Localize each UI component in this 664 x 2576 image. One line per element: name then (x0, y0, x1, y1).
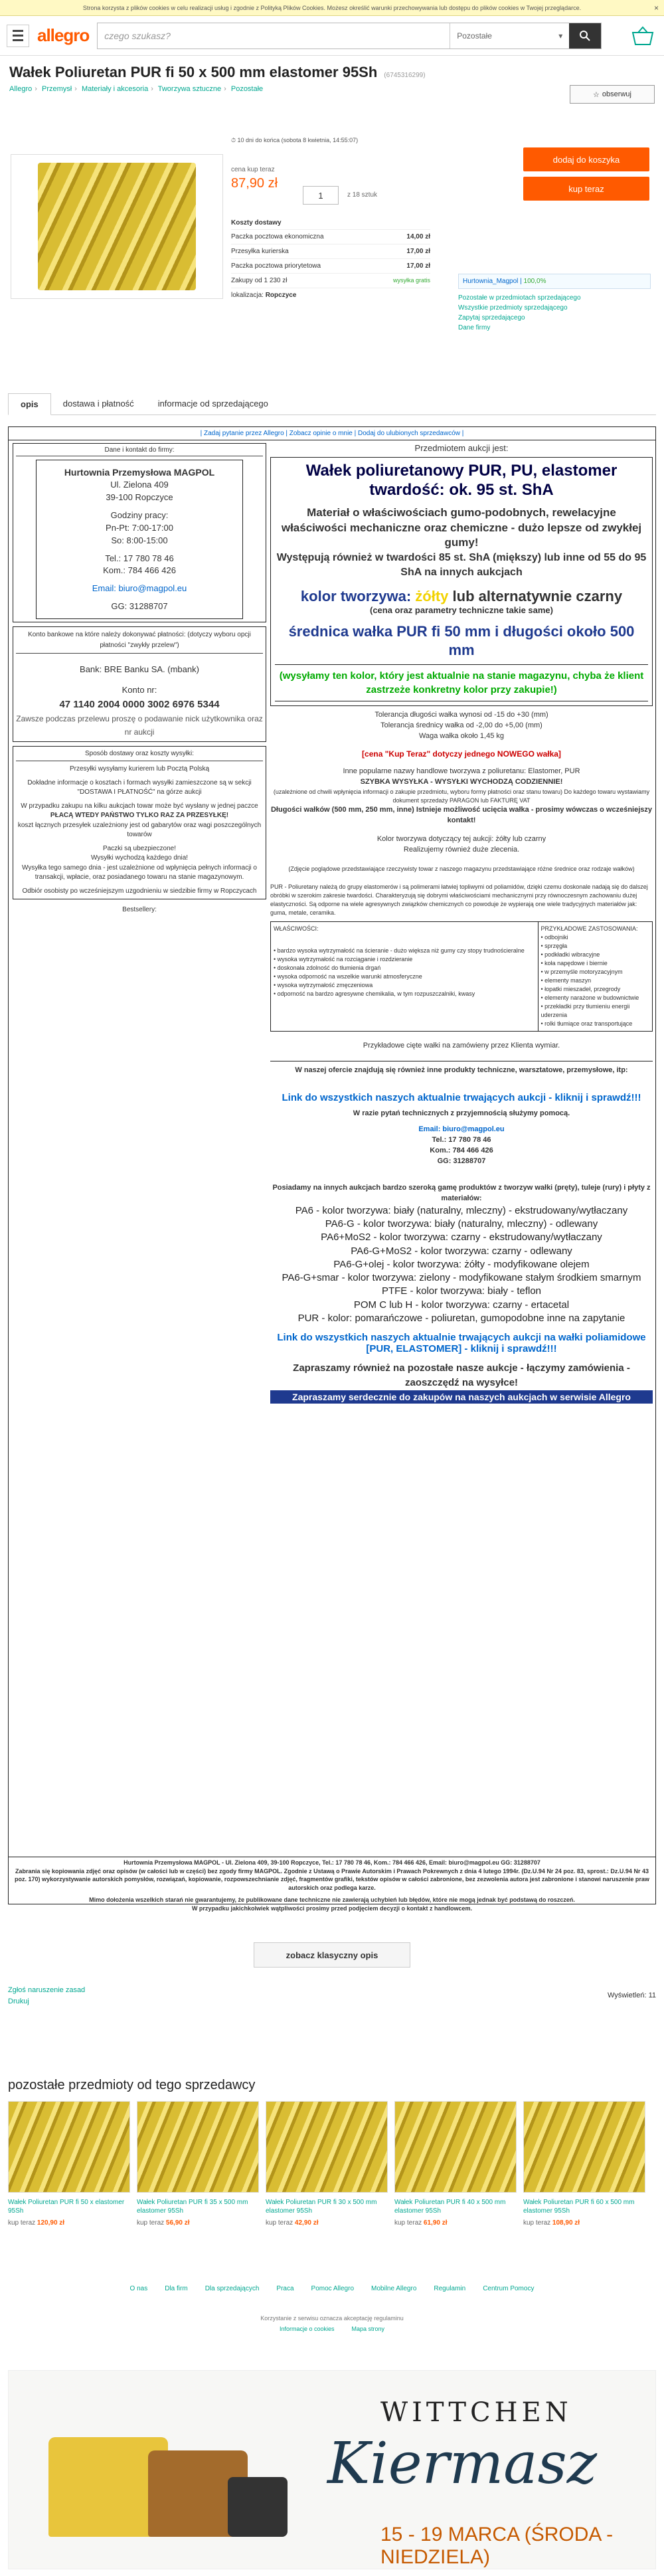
item-image[interactable] (394, 2101, 517, 2193)
report-links (8, 1985, 85, 2007)
footer-link[interactable]: Regulamin (434, 2285, 466, 2292)
footer-terms: Korzystanie z serwisu oznacza akceptację regulaminu (260, 2315, 404, 2322)
seller-link[interactable]: Dane firmy (458, 324, 491, 331)
footer-link[interactable]: Dla firm (165, 2285, 188, 2292)
tab-seller-info[interactable]: informacje od sprzedającego (157, 399, 268, 409)
shipping-row: Zakupy od 1 230 zł wysyłka gratis (231, 273, 430, 288)
breadcrumb-item[interactable]: Tworzywa sztuczne (157, 85, 222, 93)
buy-box (231, 154, 649, 201)
seller-name[interactable]: Hurtownia_Magpol (463, 278, 519, 285)
description-left-column (13, 443, 266, 920)
shipping-title: Koszty dostawy (231, 219, 282, 227)
search-button[interactable] (569, 23, 601, 48)
item-card[interactable]: Wałek Poliuretan PUR fi 50 x elastomer 95Sh kup teraz 120,90 zł (8, 2101, 130, 2227)
materials-list: PA6 - kolor tworzywa: biały (naturalny, mleczny) - ekstrudowany/wytłaczany PA6-G - kolor tworzywa: biały (naturalny, mleczny) - odlewany PA6+MoS2 - kolor tworzywa: czarny - ekstrudowany/wytłaczany PA6-G+MoS2 - kolor tworzywa: czarny - odlewany PA6-G+olej - kolor tworzywa: żółty - modyfikowane olejem PA6-G+smar - kolor tworzywa: zielony - modyfikowane stałym środkiem smarnym PTFE - kolor tworzywa: biały - teflon POM C lub H - kolor tworzywa: czarny - ertacetal PUR - kolor: pomarańczowe - poliuretan, gumopodobne inne na zapytanie (282, 1204, 641, 1324)
close-icon[interactable]: × (653, 3, 659, 13)
seller-link[interactable]: Zapytaj sprzedającego (458, 314, 525, 322)
item-card[interactable]: Wałek Poliuretan PUR fi 35 x 500 mm elastomer 95Sh kup teraz 56,90 zł (137, 2101, 259, 2227)
footer-link[interactable]: Dla sprzedających (205, 2285, 260, 2292)
bestsellers: Bestsellery: (122, 906, 157, 914)
footer-link[interactable]: Mapa strony (351, 2326, 385, 2332)
breadcrumb: Allegro › Przemysł › Materiały i akcesoria › Tworzywa sztuczne › Pozostałe (9, 85, 264, 93)
tab-description[interactable]: opis (8, 393, 51, 415)
menu-icon[interactable] (7, 25, 29, 47)
offer-title: Wałek Poliuretan PUR fi 50 x 500 mm elastomer 95Sh (9, 64, 378, 80)
search-input[interactable]: czego szukasz? (104, 30, 171, 41)
watch-button[interactable] (570, 85, 655, 104)
ad-banner[interactable] (8, 2370, 656, 2569)
properties-table: WŁAŚCIWOŚCI: • bardzo wysoka wytrzymałość na ścieranie - dużo większa niż gumy czy stopy trudnościeralne • wysoka wytrzymałość na rozciąganie i rozdzieranie • doskonała zdolność do tłumienia drgań • wysoka odporność na wszelkie warunki atmosferyczne • wysoka wytrzymałość zmęczeniowa • odporność na bardzo agresywne chemikalia, w tym rozpuszczalniki, kwasy PRZYKŁADOWE ZASTOSOWANIA: • odbojniki • sprzęgła • podkładki wibracyjne • koła napędowe i biernie • w przemyśle motoryzacyjnym • elementy maszyn • łopatki mieszadeł, przegrody • elementy narażone w budownictwie • przekładki przy tłumieniu energii uderzenia • rolki tłumiące oraz transportujące (270, 921, 653, 1032)
star-icon: ☆ (593, 90, 600, 99)
footer-link[interactable]: Pomoc Allegro (311, 2285, 355, 2292)
product-image[interactable] (11, 154, 223, 299)
breadcrumb-item[interactable]: Allegro (9, 85, 33, 93)
description-links[interactable]: | Zadaj pytanie przez Allegro | Zobacz opinie o mnie | Dodaj do ulubionych sprzedawców | (9, 427, 655, 440)
price-label: cena kup teraz (231, 166, 275, 173)
breadcrumb-item[interactable]: Przemysł (41, 85, 72, 93)
cookie-text: Strona korzysta z plików cookies w celu realizacji usług i zgodnie z Polityką Plików Cookies. Możesz określić warunki przechowywania lub dostępu do plików cookies w Twojej przeglądarce. (82, 5, 582, 11)
footer-link[interactable]: Centrum Pomocy (483, 2285, 535, 2292)
shipping-row: Paczka pocztowa ekonomiczna 14,00 zł (231, 229, 430, 244)
item-card[interactable]: Wałek Poliuretan PUR fi 30 x 500 mm elastomer 95Sh kup teraz 42,90 zł (266, 2101, 388, 2227)
item-image[interactable] (266, 2101, 388, 2193)
email-link[interactable]: Email: biuro@magpol.eu (92, 583, 187, 594)
item-image[interactable] (8, 2101, 130, 2193)
top-bar (0, 16, 664, 56)
seller-link[interactable]: Pozostałe w przedmiotach sprzedającego (458, 294, 581, 302)
ad-title: Kiermasz (327, 2431, 598, 2497)
description-footer: Hurtownia Przemysłowa MAGPOL - Ul. Zielona 409, 39-100 Ropczyce, Tel.: 17 780 78 46, Kom.: 784 466 426, Email: biuro@magpol.eu GG: 31288707 Zabrania się kopiowania zdjęć oraz opisów (w całości lub w części) bez zgody firmy MAGPOL. Zgodnie z Ustawą o Prawie Autorskim i Prawach Pokrewnych z dnia 4 lutego 1994r. (Dz.U.94 Nr 24 poz. 83, sprost.: Dz.U.94 Nr 43 poz. 170) wykorzystywanie autorskich pomysłów, rozwiązań, kopiowanie, rozpowszechnianie zdjęć, fragmentów grafiki, tekstów opisów w całości zabronione, bez zezwolenia autora jest zabronione i stanowi naruszenie praw autorskich oraz podlega karze. Mimo dołożenia wszelkich starań nie gwarantujemy, że publikowane dane techniczne nie zawierają uchybień lub błędów, które nie mogą jednak być podstawą do roszczeń. W przypadku jakichkolwiek wątpliwości prosimy przed podjęciem decyzji o kontakt z handlowcem. (9, 1857, 655, 1914)
item-card[interactable]: Wałek Poliuretan PUR fi 40 x 500 mm elastomer 95Sh kup teraz 61,90 zł (394, 2101, 517, 2227)
add-to-cart-button[interactable]: dodaj do koszyka (523, 147, 649, 171)
ad-brand: WITTCHEN (380, 2397, 572, 2428)
description-right-column: Przedmiotem aukcji jest: Wałek poliuretanowy PUR, PU, elastomer twardość: ok. 95 st. ShA Materiał o właściwościach gumo-podobnych, rewelacyjne właściwości mechaniczne oraz chemiczne - dużo lepsze od zwykłej gumy! Występują również w twardości 85 st. ShA (miększy) lub inne od 55 do 95 ShA na innych aukcjach kolor tworzywa: żółty lub alternatywnie czarny (cena oraz parametry techniczne takie same) średnica wałka PUR fi 50 mm i długości około 500 mm (wysyłamy ten kolor, który jest aktualnie na stanie magazynu, chyba że klient zastrzeże konkretny kolor przy zakupie!) Tolerancja długości wałka wynosi od -15 do +30 (mm) Tolerancja średnicy wałka od -2,00 do +5,00 (mm) Waga wałka około 1,45 kg [cena "Kup Teraz" dotyczy jednego NOWEGO wałka] Inne popularne nazwy handlowe tworzywa z poliuretanu: Elastomer, PUR SZYBKA WYSYŁKA - WYSYŁKI WYCHODZĄ CODZIENNIE! (uzależnione od chwili wpłynięcia informacji o zakupie przedmiotu, wyboru formy płatności oraz stanu towaru) Do każdego towaru wystawiamy dokument sprzedaży PARAGON lub FAKTURĘ VAT Długości wałków (500 mm, 250 mm, inne) Istnieje możliwość ucięcia wałka - prosimy wówczas o wcześniejszy kontakt! Kolor tworzywa dotyczący tej aukcji: żółty lub czarny Realizujemy również duże zlecenia. (Zdjęcie poglądowe przedstawiające rzeczywisty towar z naszego magazynu przedstawiające różne średnice oraz rodzaje wałków) PUR - Poliuretany należą do grupy elastomerów i są polimerami łatwiej topliwymi od poliamidów, dzięki czemu doskonale nadają się do dalszej obróbki w szerokim zakresie twardości. Charakteryzują się dobrymi właściwościami mechanicznymi przy równoczesnym zachowaniu dużej elastyczności. Są odporne na wiele agresywnych związków chemicznych co powoduje że wypierają one wiele tradycyjnych materiałów jak: guma, metale, ceramika. WŁAŚCIWOŚCI: • bardzo wysoka wytrzymałość na ścieranie - dużo większa niż gumy czy stopy trudnościeralne • wysoka wytrzymałość na rozciąganie i rozdzieranie • doskonała zdolność do tłumienia drgań • wysoka odporność na wszelkie warunki atmosferyczne • wysoka wytrzymałość zmęczeniowa • odporność na bardzo agresywne chemikalia, w tym rozpuszczalniki, kwasy PRZYKŁADOWE ZASTOSOWANIA: • odbojniki • sprzęgła • podkładki wibracyjne • koła napędowe i biernie • w przemyśle motoryzacyjnym • elementy maszyn • łopatki mieszadeł, przegrody • elementy narażone w budownictwie • przekładki przy tłumieniu energii uderzenia • rolki tłumiące oraz transportujące Przykładowe cięte wałki na zamówieny przez Klienta wymiar. W naszej ofercie znajdują się również inne produkty techniczne, warsztatowe, przemysłowe, itp: Link do wszystkich naszych aktualnie trwających aukcji - kliknij i sprawdź!!! W razie pytań technicznych z przyjemnością służymy pomocą. Email: biuro@magpol.eu Tel.: 17 780 78 46 Kom.: 784 466 426 GG: 31288707 Posiadamy na innych aukcjach bardzo szeroką gamę produktów z tworzyw wałki (pręty), tuleje (rury) i płyty z materiałów: PA6 - kolor tworzywa: biały (naturalny, mleczny) - ekstrudowany/wytłaczany PA6-G - kolor tworzywa: biały (naturalny, mleczny) - odlewany PA6+MoS2 - kolor tworzywa: czarny - ekstrudowany/wytłaczany PA6-G+MoS2 - kolor tworzywa: czarny - odlewany PA6-G+olej - kolor tworzywa: żółty - modyfikowane olejem PA6-G+smar - kolor tworzywa: zielony - modyfikowane stałym środkiem smarnym PTFE - kolor tworzywa: biały - teflon POM C lub H - kolor tworzywa: czarny - ertacetal PUR - kolor: pomarańczowe - poliuretan, gumopodobne inne na zapytanie Link do wszystkich naszych aktualnie trwających aukcji na wałki poliamidowe [PUR, ELASTOMER] - kliknij i sprawdź!!! Zapraszamy również na pozostałe nasze aukcje - łączymy zamówienia - zaoszczędź na wysyłce! Zapraszamy serdecznie do zakupów na naszych aukcjach w serwisie Allegro (270, 443, 653, 1404)
description-heading: Wałek poliuretanowy PUR, PU, elastomer twardość: ok. 95 st. ShA Materiał o właściwościach gumo-podobnych, rewelacyjne właściwości mechaniczne oraz chemiczne - dużo lepsze od zwykłej gumy! Występują również w twardości 85 st. ShA (miększy) lub inne od 55 do 95 ShA na innych aukcjach kolor tworzywa: żółty lub alternatywnie czarny (cena oraz parametry techniczne takie same) średnica wałka PUR fi 50 mm i długości około 500 mm (wysyłamy ten kolor, który jest aktualnie na stanie magazynu, chyba że klient zastrzeże konkretny kolor przy zakupie!) (270, 457, 653, 706)
category-label: Pozostałe (457, 31, 492, 41)
breadcrumb-item[interactable]: Materiały i akcesoria (81, 85, 149, 93)
rolls-auctions-link[interactable]: Link do wszystkich naszych aktualnie trwających aukcji na wałki poliamidowe [PUR, ELASTOMER] - kliknij i sprawdź!!! (277, 1332, 646, 1355)
buy-now-button[interactable]: kup teraz (523, 177, 649, 201)
quantity-available: z 18 sztuk (347, 191, 378, 199)
seller-badge[interactable]: Hurtownia_Magpol | 100,0% (458, 274, 651, 289)
quantity-input[interactable]: 1 (303, 186, 339, 205)
offer-meta: ⏱ 10 dni do końca (sobota 8 kwietnia, 14:55:07) (231, 137, 359, 143)
allegro-logo[interactable]: allegro (37, 25, 90, 45)
footer (0, 2285, 664, 2332)
location-row: lokalizacja: Ropczyce (231, 288, 430, 302)
item-image[interactable] (137, 2101, 259, 2193)
item-image[interactable] (523, 2101, 645, 2193)
seller-rating: 100,0% (523, 278, 546, 285)
footer-link[interactable]: O nas (129, 2285, 148, 2292)
other-items (8, 2078, 656, 2227)
seller-link[interactable]: Wszystkie przedmioty sprzedającego (458, 304, 568, 312)
shipping-row: Paczka pocztowa priorytetowa 17,00 zł (231, 258, 430, 273)
shipping-costs (231, 219, 430, 302)
cookie-banner (0, 0, 664, 16)
other-items-title: pozostałe przedmioty od tego sprzedawcy (8, 2078, 256, 2092)
chevron-down-icon: ▾ (558, 31, 563, 41)
description (8, 426, 656, 1912)
tab-delivery[interactable]: dostawa i płatność (62, 399, 134, 409)
cart-button[interactable] (628, 23, 657, 49)
clock-icon: ⏱ (231, 137, 238, 143)
ad-dates: 15 - 19 MARCA (ŚRODA - NIEDZIELA) (380, 2524, 614, 2568)
footer-link[interactable]: Mobilne Allegro (371, 2285, 417, 2292)
basket-icon (631, 26, 654, 46)
offer-title-row (0, 56, 664, 84)
item-card[interactable]: Wałek Poliuretan PUR fi 60 x 500 mm elastomer 95Sh kup teraz 108,90 zł (523, 2101, 645, 2227)
print-link[interactable]: Drukuj (8, 1997, 29, 2005)
search-bar (97, 23, 602, 49)
seller-box (458, 274, 651, 333)
search-icon (579, 30, 591, 42)
shipping-row: Przesyłka kurierska 17,00 zł (231, 244, 430, 258)
breadcrumb-item[interactable]: Pozostałe (230, 85, 264, 93)
footer-link[interactable]: Praca (276, 2285, 294, 2292)
contact-box: Dane i kontakt do firmy: Hurtownia Przemysłowa MAGPOL Ul. Zielona 409 39-100 Ropczyce Godziny pracy: Pn-Pt: 7:00-17:00 So: 8:00-15:00 Tel.: 17 780 78 46 Kom.: 784 466 426 Email: biuro@magpol.eu GG: 31288707 (13, 443, 266, 622)
tab-bar (8, 393, 656, 415)
views-count: Wyświetleń: 11 (607, 1991, 656, 1999)
bank-box: Konto bankowe na które należy dokonywać płatności: (dotyczy wyboru opcji płatności "zwykły przelew") Bank: BRE Banku SA. (mbank) Konto nr: 47 1140 2004 0000 3002 6976 5344 Zawsze podczas przelewu proszę o podawanie nick użytkownika oraz nr aukcji (13, 626, 266, 742)
price: 87,90 zł (231, 176, 278, 191)
report-violation-link[interactable]: Zgłoś naruszenie zasad (8, 1986, 86, 1994)
offer-id: (6745316299) (384, 72, 426, 79)
footer-link[interactable]: Informacje o cookies (279, 2326, 335, 2332)
classic-description-button[interactable]: zobacz klasyczny opis (254, 1942, 410, 1968)
bag-image (228, 2477, 288, 2537)
account-number: 47 1140 2004 0000 3002 6976 5344 (59, 699, 220, 711)
category-select[interactable] (450, 23, 569, 48)
all-auctions-link[interactable]: Link do wszystkich naszych aktualnie trwających aukcji - kliknij i sprawdź!!! (282, 1092, 641, 1104)
shipping-info-box: Sposób dostawy oraz koszty wysyłki: Przesyłki wysyłamy kurierem lub Pocztą Polską Dokładne informacje o kosztach i formach wysyłki zamieszczone są w sekcji "DOSTAWA I PŁATNOŚĆ" na górze aukcji W przypadku zakupu na kilku aukcjach towar może być wysłany w jednej paczce PŁACĄ WTEDY PAŃSTWO TYLKO RAZ ZA PRZESYŁKĘ! koszt łącznych przesyłek uzależniony jest od gabarytów oraz wagi poszczególnych towarów Paczki są ubezpieczone! Wysyłki wychodzą każdego dnia! Wysyłka tego samego dnia - jest uzależnione od wpłynięcia pełnych informacji o transakcji, wpłacie, oraz posiadanego towaru na stanie magazynowym. Odbiór osobisty po wcześniejszym uzgodnieniu w siedzibie firmy w Ropczycach (13, 746, 266, 900)
email-link[interactable]: Email: biuro@magpol.eu (418, 1125, 505, 1134)
watch-label: obserwuj (602, 90, 631, 98)
